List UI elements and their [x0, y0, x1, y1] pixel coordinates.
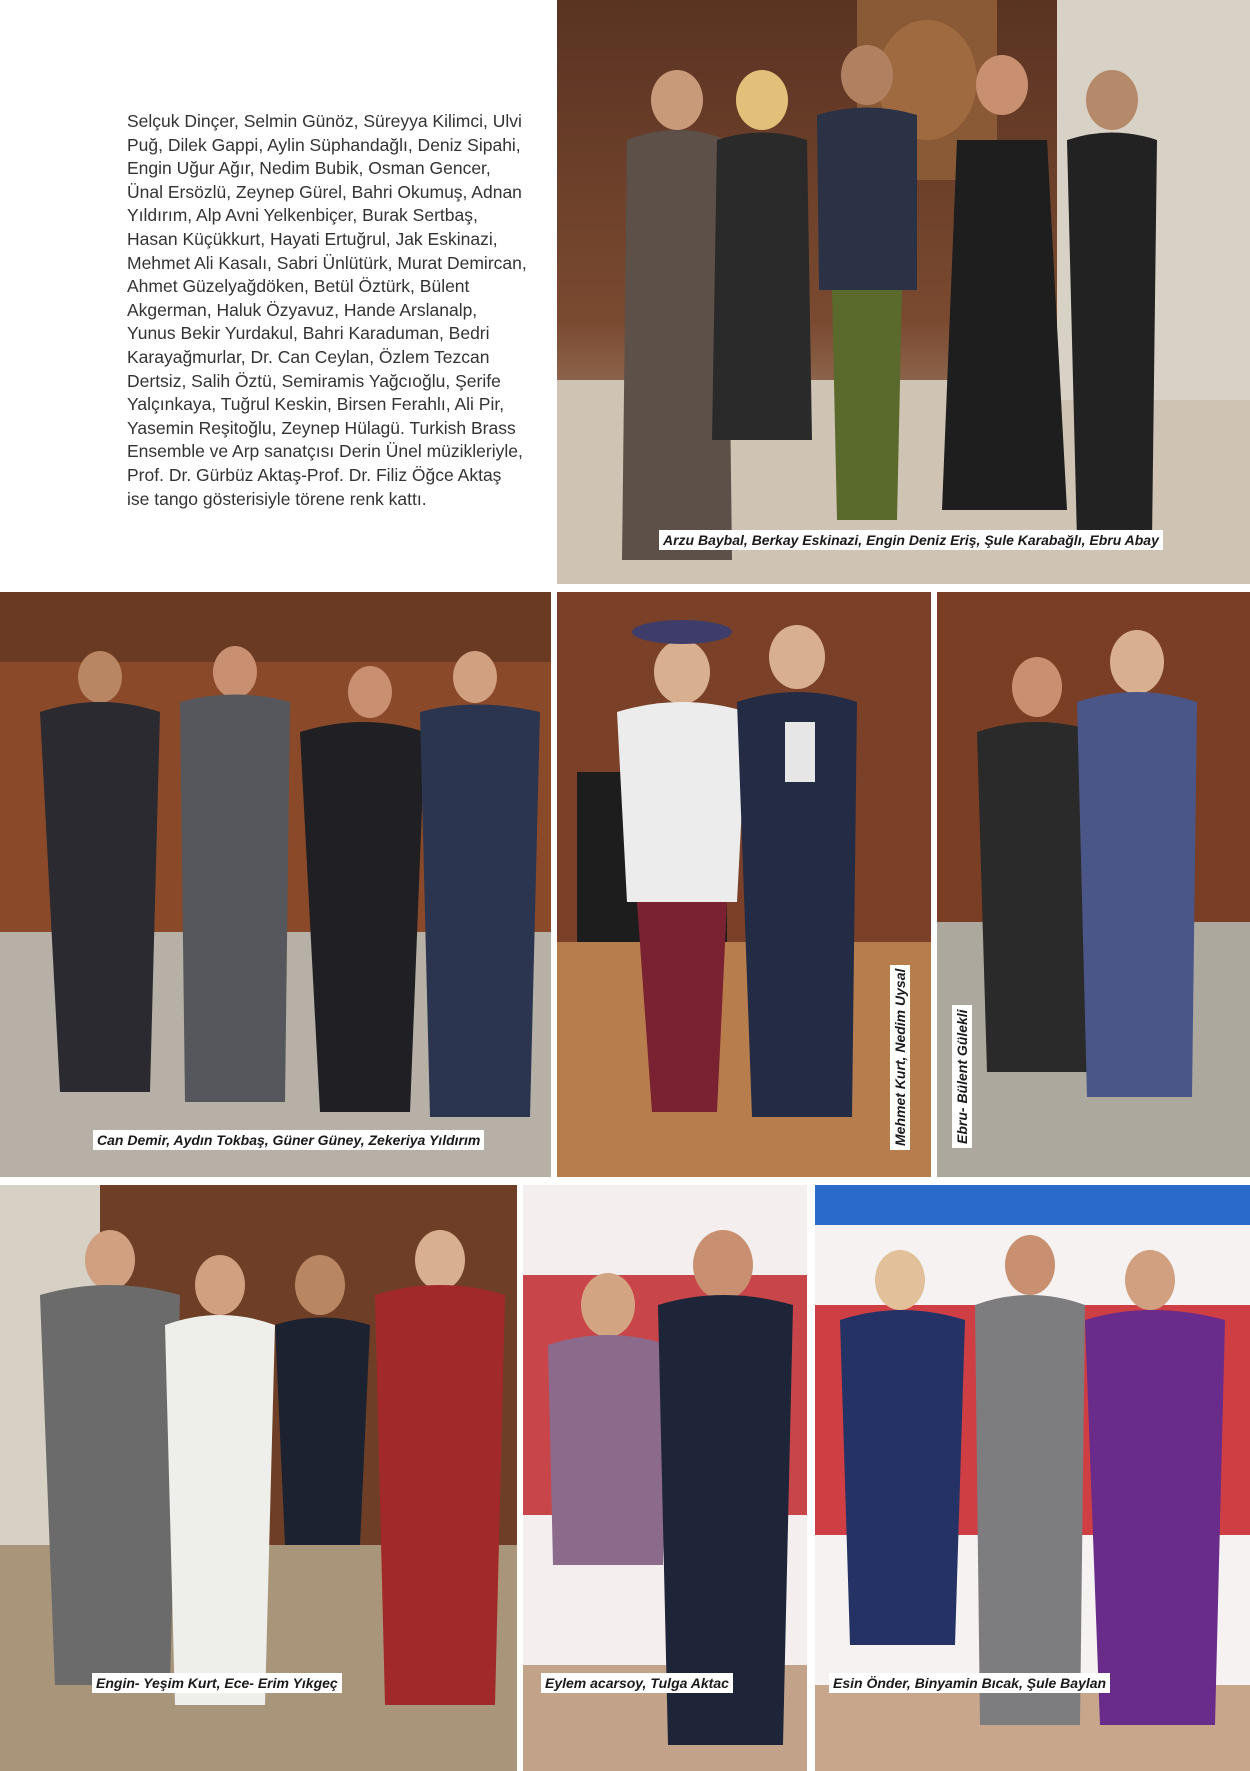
photo-group-five — [557, 0, 1250, 584]
photo-award-pair — [557, 592, 931, 1177]
photo-group-five-image — [557, 0, 1250, 584]
photo-banner-trio — [815, 1185, 1250, 1771]
photo-caption: Engin- Yeşim Kurt, Ece- Erim Yıkgeç — [92, 1673, 342, 1693]
photo-caption: Esin Önder, Binyamin Bıcak, Şule Baylan — [829, 1673, 1110, 1693]
photo-two-couples — [0, 1185, 517, 1771]
photo-caption: Ebru- Bülent Gülekli — [952, 1005, 972, 1148]
photo-caption: Can Demir, Aydın Tokbaş, Güner Güney, Zekeriya Yıldırım — [93, 1130, 484, 1150]
photo-caption: Mehmet Kurt, Nedim Uysal — [890, 965, 910, 1150]
photo-award-pair-image — [557, 592, 931, 1177]
photo-caption: Arzu Baybal, Berkay Eskinazi, Engin Deniz Eriş, Şule Karabağlı, Ebru Abay — [659, 530, 1163, 550]
photo-group-four — [0, 592, 551, 1177]
article-paragraph: Selçuk Dinçer, Selmin Günöz, Süreyya Kilimci, Ulvi Puğ, Dilek Gappi, Aylin Süphandağlı, Deniz Sipahi, Engin Uğur Ağır, Nedim Bubik, Osman Gencer, Ünal Ersözlü, Zeynep Gürel, Bahri Okumuş, Adnan Yıldırım, Alp Avni Yelkenbiçer, Burak Sertbaş, Hasan Küçükkurt, Hayati Ertuğrul, Jak Eskinazi, Mehmet Ali Kasalı, Sabri Ünlütürk, Murat Demircan, Ahmet Güzelyağdöken, Betül Öztürk, Bülent Akgerman, Haluk Özyavuz, Hande Arslanalp, Yunus Bekir Yurdakul, Bahri Karaduman, Bedri Karayağmurlar, Dr. Can Ceylan, Özlem Tezcan Dertsiz, Salih Öztü, Semiramis Yağcıoğlu, Şerife Yalçınkaya, Tuğrul Keskin, Birsen Ferahlı, Ali Pir, Yasemin Reşitoğlu, Zeynep Hülagü. Turkish Brass Ensemble ve Arp sanatçısı Derin Ünel müzikleriyle, Prof. Dr. Gürbüz Aktaş-Prof. Dr. Filiz Öğce Aktaş ise tango gösterisiyle törene renk kattı. — [127, 111, 527, 509]
photo-banner-pair — [523, 1185, 807, 1771]
photo-couple-image — [937, 592, 1250, 1177]
photo-couple — [937, 592, 1250, 1177]
photo-caption: Eylem acarsoy, Tulga Aktac — [541, 1673, 733, 1693]
photo-group-four-image — [0, 592, 551, 1177]
